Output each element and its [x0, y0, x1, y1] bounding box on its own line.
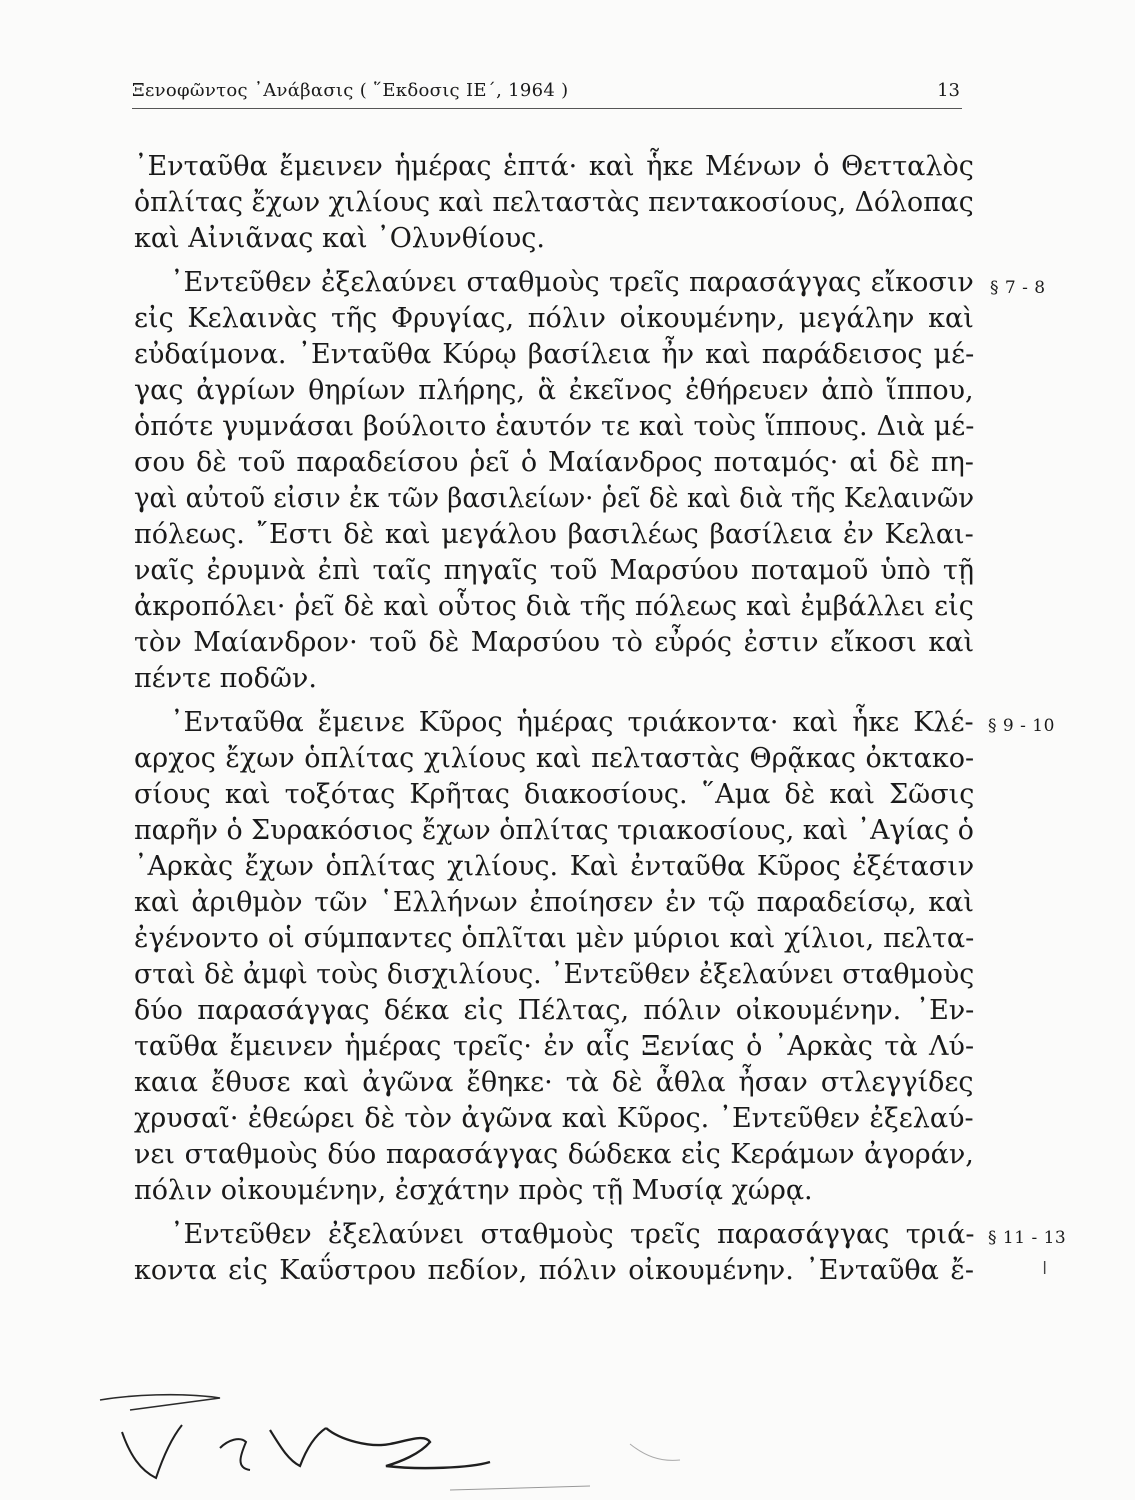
header-title: Ξενοφῶντος ᾿Ανάβασις ( ῞Εκδοσις ΙΕ΄, 1964 )	[132, 80, 569, 101]
text-line: γαὶ αὐτοῦ εἰσιν ἐκ τῶν βασιλείων· ῥεῖ δὲ καὶ διὰ τῆς Κελαινῶν	[134, 483, 975, 514]
text-line: τὸν Μαίανδρον· τοῦ δὲ Μαρσύου τὸ εὖρός ἐστιν εἴκοσι καὶ	[134, 627, 975, 658]
text-line: εἰς Κελαινὰς τῆς Φρυγίας, πόλιν οἰκουμένην, μεγάλην καὶ	[134, 303, 974, 334]
running-header	[132, 78, 962, 109]
text-line: ὁπότε γυμνάσαι βούλοιτο ἑαυτόν τε καὶ τοὺς ἵππους. Διὰ μέ-	[134, 411, 975, 442]
text-line: ᾿Εντεῦθεν ἐξελαύνει σταθμοὺς τρεῖς παρασάγγας τριά-	[170, 1219, 975, 1250]
text-line: ὁπλίτας ἔχων χιλίους καὶ πελταστὰς πεντακοσίους, Δόλοπας	[134, 187, 974, 218]
text-line: γας ἀγρίων θηρίων πλήρης, ἃ ἐκεῖνος ἐθήρευεν ἀπὸ ἵππου,	[134, 375, 974, 406]
text-line: πέντε ποδῶν.	[134, 663, 317, 694]
text-line: ᾿Ενταῦθα ἔμεινεν ἡμέρας ἑπτά· καὶ ἧκε Μένων ὁ Θετταλὸς	[134, 151, 974, 182]
text-line: καὶ ἀριθμὸν τῶν ῾Ελλήνων ἐποίησεν ἐν τῷ παραδείσῳ, καὶ	[134, 887, 974, 918]
text-line: ᾿Αρκὰς ἔχων ὁπλίτας χιλίους. Καὶ ἐνταῦθα Κῦρος ἐξέτασιν	[134, 851, 975, 882]
text-line: σίους καὶ τοξότας Κρῆτας διακοσίους. ῞Αμα δὲ καὶ Σῶσις	[134, 779, 975, 810]
text-line: ᾿Ενταῦθα ἔμεινε Κῦρος ἡμέρας τριάκοντα· καὶ ἧκε Κλέ-	[170, 707, 974, 738]
page-number: 13	[937, 80, 960, 101]
text-line: καια ἔθυσε καὶ ἀγῶνα ἔθηκε· τὰ δὲ ἆθλα ἦσαν στλεγγίδες	[134, 1067, 974, 1098]
text-line: πόλεως. ῎Εστι δὲ καὶ μεγάλου βασιλέως βασίλεια ἐν Κελαι-	[134, 519, 974, 550]
text-line: ἐγένοντο οἱ σύμπαντες ὁπλῖται μὲν μύριοι καὶ χίλιοι, πελτα-	[134, 923, 975, 954]
ink-mark-icon: ǀ	[1042, 1258, 1048, 1279]
text-line: χρυσαῖ· ἐθεώρει δὲ τὸν ἀγῶνα καὶ Κῦρος. ᾿Εντεῦθεν ἐξελαύ-	[134, 1103, 974, 1134]
signature-scribble-icon	[70, 1370, 710, 1500]
text-line: ἀκροπόλει· ῥεῖ δὲ καὶ οὗτος διὰ τῆς πόλεως καὶ ἐμβάλλει εἰς	[134, 591, 974, 622]
text-line: πόλιν οἰκουμένην, ἐσχάτην πρὸς τῇ Μυσίᾳ χώρᾳ.	[134, 1175, 813, 1206]
text-line: κοντα εἰς Καΰστρου πεδίον, πόλιν οἰκουμένην. ᾿Ενταῦθα ἔ-	[134, 1255, 974, 1286]
text-line: ᾿Εντεῦθεν ἐξελαύνει σταθμοὺς τρεῖς παρασάγγας εἴκοσιν	[170, 267, 974, 298]
margin-section-ref: § 9 - 10	[988, 716, 1055, 736]
text-line: εὐδαίμονα. ᾿Ενταῦθα Κύρῳ βασίλεια ἦν καὶ παράδεισος μέ-	[134, 339, 975, 370]
text-line: δύο παρασάγγας δέκα εἰς Πέλτας, πόλιν οἰκουμένην. ᾿Εν-	[134, 995, 975, 1026]
text-line: παρῆν ὁ Συρακόσιος ἔχων ὁπλίτας τριακοσίους, καὶ ᾿Αγίας ὁ	[134, 815, 974, 846]
text-line: νει σταθμοὺς δύο παρασάγγας δώδεκα εἰς Κεράμων ἀγοράν,	[134, 1139, 974, 1170]
text-line: ταῦθα ἔμεινεν ἡμέρας τρεῖς· ἐν αἷς Ξενίας ὁ ᾿Αρκὰς τὰ Λύ-	[134, 1031, 975, 1062]
text-line: ναῖς ἐρυμνὰ ἐπὶ ταῖς πηγαῖς τοῦ Μαρσύου ποταμοῦ ὑπὸ τῇ	[134, 555, 975, 586]
text-line: καὶ Αἰνιᾶνας καὶ ᾿Ολυνθίους.	[134, 223, 546, 254]
margin-section-ref: § 7 - 8	[990, 278, 1046, 298]
text-line: αρχος ἔχων ὁπλίτας χιλίους καὶ πελταστὰς Θρᾷκας ὀκτακο-	[134, 743, 975, 774]
text-line: σταὶ δὲ ἀμφὶ τοὺς δισχιλίους. ᾿Εντεῦθεν ἐξελαύνει σταθμοὺς	[134, 959, 975, 990]
text-line: σου δὲ τοῦ παραδείσου ῥεῖ ὁ Μαίανδρος ποταμός· αἱ δὲ πη-	[134, 447, 974, 478]
margin-section-ref: § 11 - 13	[988, 1228, 1067, 1248]
